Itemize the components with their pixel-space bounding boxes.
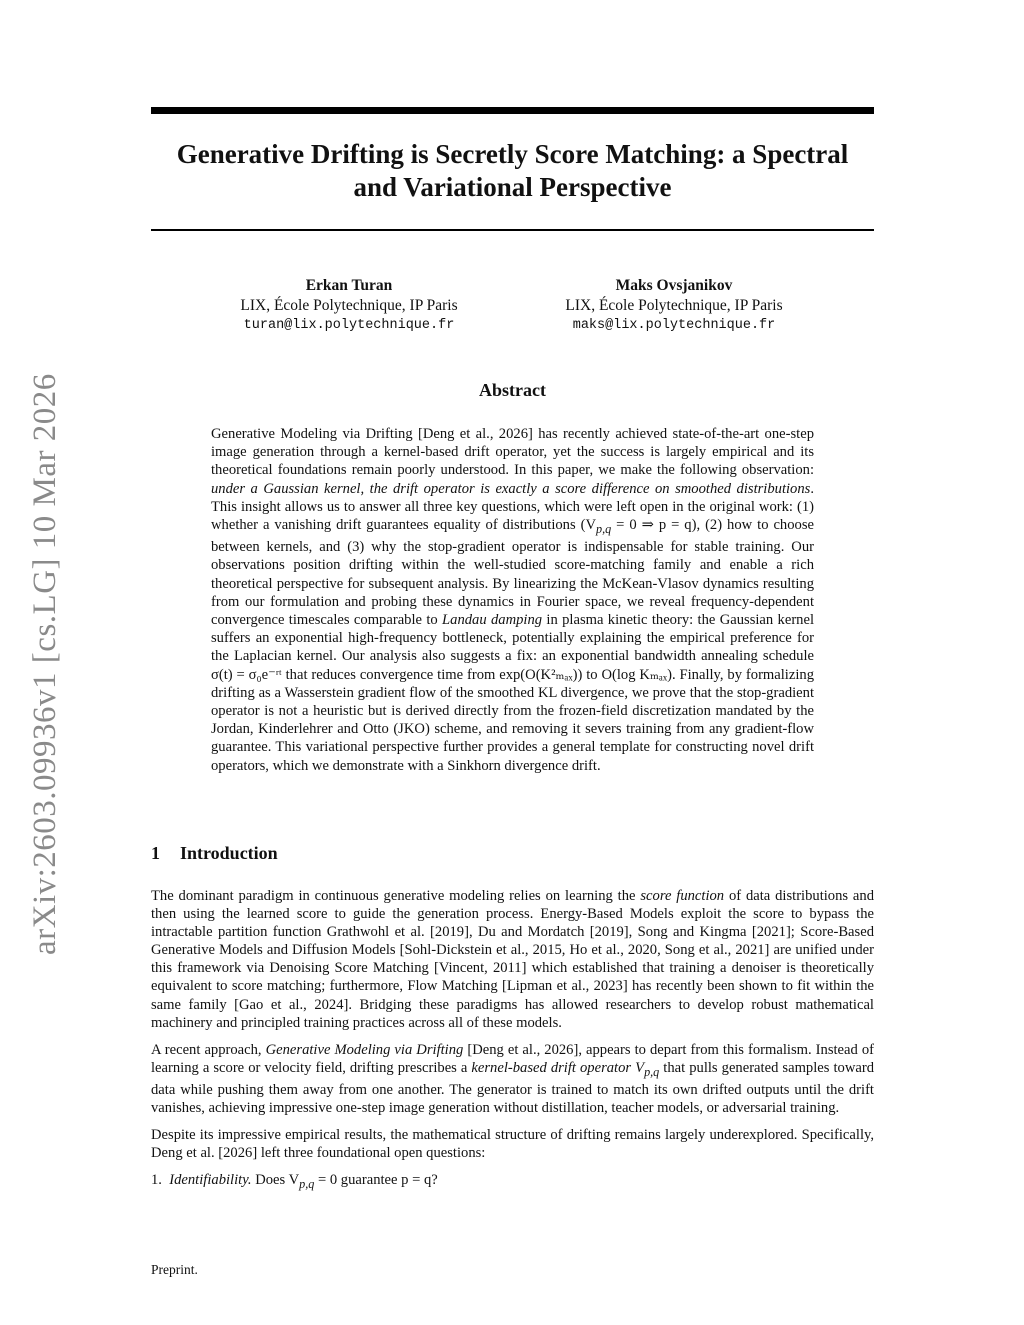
section-heading bbox=[151, 843, 278, 864]
math-symbol: V bbox=[631, 1059, 645, 1076]
abstract-text: Generative Modeling via Drifting [Deng et al., 2026] has recently achieved state-of-the-art one-step image generation through a kernel-based drift operator, yet the success is largely empirical and its theoretical foundations remain poorly understood. In this paper, we make the following observation: bbox=[211, 426, 814, 479]
author-name: Maks Ovsjanikov bbox=[615, 277, 733, 294]
author-email[interactable]: maks@lix.polytechnique.fr bbox=[572, 318, 776, 333]
abstract-emphasis: Landau damping bbox=[442, 611, 543, 628]
math-subscript: p,q bbox=[644, 1064, 660, 1079]
footer-note: Preprint. bbox=[151, 1262, 198, 1277]
list-item-label: Identifiability. bbox=[169, 1172, 252, 1189]
body-emphasis: Generative Modeling via Drifting bbox=[265, 1041, 464, 1058]
section-number: 1 bbox=[151, 843, 160, 863]
author-block bbox=[524, 276, 824, 336]
body-text: Does V bbox=[251, 1172, 300, 1189]
abstract-body bbox=[211, 425, 814, 775]
intro-paragraph-2 bbox=[151, 1041, 874, 1117]
title-line-1: Generative Drifting is Secretly Score Matching: a Spectral bbox=[176, 139, 849, 169]
body-text: of data distributions and then using the learned score to guide the generation process. Energy-Based Models exploit the score to bypass the intractable partition function Grathwohl et al. [2019], Du and Mordatch [2019], Song and Kingma [2021]; Score-Based Generative Models and Diffusion Models [Sohl-Dickstein et al., 2015, Ho et al., 2020, Song et al., 2021] are unified under this framework via Denoising Score Matching [Vincent, 2011] which established that training a denoiser is theoretically equivalent to score matching; furthermore, Flow Matching [Lipman et al., 2023] has recently been shown to fit within the same family [Gao et al., 2024]. Bridging these paradigms has allowed researchers to develop robust mathematical machinery and principled training practices across all of these models. bbox=[151, 888, 874, 1031]
math-subscript: p,q bbox=[596, 521, 612, 536]
list-item-number: 1. bbox=[151, 1172, 162, 1189]
abstract-text: . This insight allows us to answer all three key questions, which were left open in the original work: (1) whether a vanishing drift guarantees equality of distributions (V bbox=[211, 480, 814, 534]
section-title: Introduction bbox=[180, 843, 278, 863]
author-name: Erkan Turan bbox=[305, 277, 393, 294]
author-email[interactable]: turan@lix.polytechnique.fr bbox=[243, 318, 455, 333]
body-text: that pulls generated samples toward data while pushing them away from one another. The generator is trained to match its own drifted outputs until the drift vanishes, achieving impressive one-step image generation without distillation, teacher models, or adversarial training. bbox=[151, 1059, 874, 1116]
math-subscript: p,q bbox=[299, 1177, 315, 1192]
abstract-emphasis: under a Gaussian kernel, the drift operator is exactly a score difference on smoothed distributions bbox=[211, 480, 811, 497]
body-text: [Deng et al., 2026], appears to depart from this formalism. Instead of learning a score or velocity field, drifting prescribes a bbox=[151, 1041, 874, 1076]
abstract-paragraph bbox=[211, 425, 814, 775]
body-text: = 0 guarantee p = q? bbox=[314, 1172, 438, 1189]
body-emphasis: kernel-based drift operator bbox=[471, 1059, 632, 1076]
title-rule-top bbox=[151, 107, 874, 114]
introduction-body bbox=[151, 887, 874, 1202]
author-affiliation: LIX, École Polytechnique, IP Paris bbox=[565, 297, 783, 314]
abstract-heading: Abstract bbox=[479, 380, 546, 400]
author-affiliation: LIX, École Polytechnique, IP Paris bbox=[240, 297, 458, 314]
list-item bbox=[151, 1171, 874, 1193]
intro-paragraph-3: Despite its impressive empirical results, the mathematical structure of drifting remains largely underexplored. Specifically, Deng et al. [2026] left three foundational open questions: bbox=[151, 1127, 874, 1162]
body-emphasis: score function bbox=[640, 888, 725, 904]
title-line-2: and Variational Perspective bbox=[353, 172, 672, 202]
abstract-text: in plasma kinetic theory: the Gaussian kernel suffers an exponential high-frequency bottleneck, potentially explaining the empirical preference for the Laplacian kernel. Our analysis also suggests a fix: an exponential bandwidth annealing schedule σ(t) = σ₀e⁻ʳᵗ that reduces convergence time from exp(O(K²ₘₐₓ)) to O(log Kₘₐₓ). Finally, by formalizing drifting as a Wasserstein gradient flow of the smoothed KL divergence, we prove that the stop-gradient operator is not a heuristic but is derived directly from the frozen-field discretization mandated by the Jordan, Kinderlehrer and Otto (JKO) scheme, and removing it severs training from any gradient-flow guarantee. This variational perspective further provides a general template for constructing novel drift operators, which we demonstrate with a Sinkhorn divergence drift. bbox=[211, 611, 815, 774]
title-rule-bottom bbox=[151, 229, 874, 231]
intro-paragraph-1 bbox=[151, 887, 874, 1032]
abstract-text: = 0 ⇒ p = q), (2) how to choose between kernels, and (3) why the stop-gradient operator is indispensable for stable training. Our observations position drifting within the well-studied score-matching family and enable a rich theoretical perspective for subsequent analysis. By linearizing the McKean-Vlasov dynamics resulting from our formulation and probing these dynamics in Fourier space, we reveal frequency-dependent convergence timescales comparable to bbox=[211, 517, 814, 628]
body-text: The dominant paradigm in continuous generative modeling relies on learning the bbox=[151, 888, 641, 904]
paper-title bbox=[151, 138, 874, 204]
arxiv-identifier[interactable]: arXiv:2603.09936v1 [cs.LG] 10 Mar 2026 bbox=[27, 373, 63, 955]
body-text: A recent approach, bbox=[151, 1041, 266, 1058]
author-block bbox=[199, 276, 499, 336]
